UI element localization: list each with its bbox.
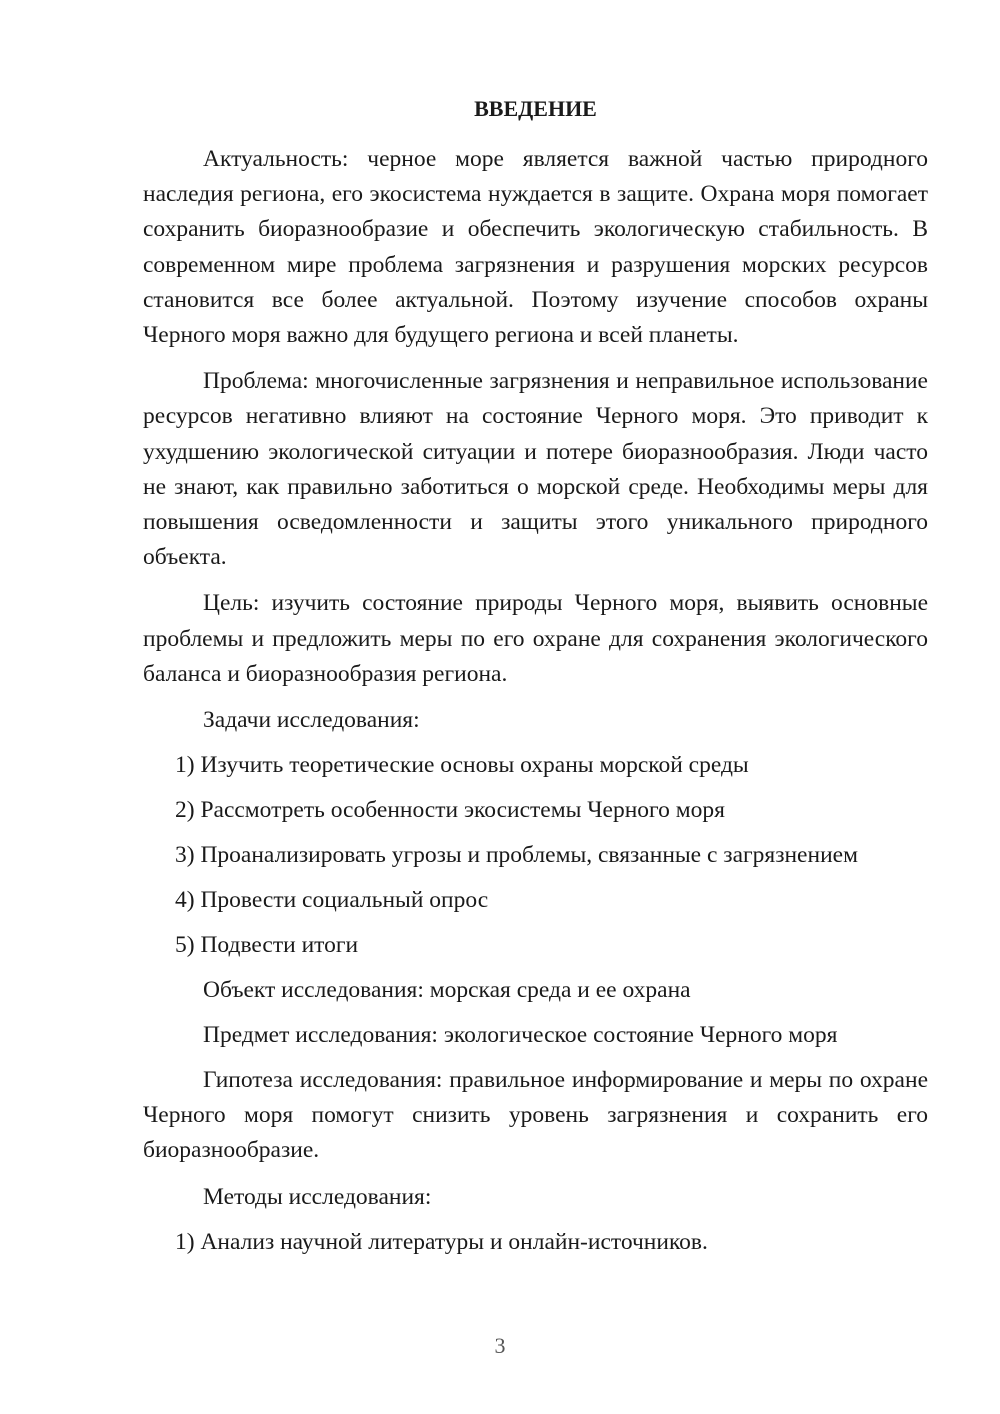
task-item: 2) Рассмотреть особенности экосистемы Черного моря — [175, 797, 725, 824]
page-number: 3 — [494, 1333, 506, 1358]
hypothesis-paragraph: Гипотеза исследования: правильное информирование и меры по охране Черного моря помогут снизить уровень загрязнения и сохранить его биоразнообразие. — [143, 1067, 928, 1164]
task-item: 4) Провести социальный опрос — [175, 887, 489, 914]
relevance-paragraph: Актуальность: черное море является важной частью природного наследия региона, его экосистема нуждается в защите. Охрана моря помогает сохранить биоразнообразие и обеспечить экологическую стабильность. В современном мире проблема загрязнения и разрушения морских ресурсов становится все более актуальной. Поэтому изучение способов охраны Черного моря важно для будущего региона и всей планеты. — [143, 146, 928, 349]
problem-paragraph: Проблема: многочисленные загрязнения и неправильное использование ресурсов негативно влияют на состояние Черного моря. Это приводит к ухудшению экологической ситуации и потере биоразнообразия. Люди часто не знают, как правильно заботиться о морской среде. Необходимы меры для повышения осведомленности и защиты этого уникального природного объекта. — [143, 368, 928, 571]
goal-paragraph: Цель: изучить состояние природы Черного моря, выявить основные проблемы и предложить меры по его охране для сохранения экологического баланса и биоразнообразия региона. — [143, 590, 928, 687]
task-item: 1) Изучить теоретические основы охраны морской среды — [175, 752, 749, 779]
research-object: Объект исследования: морская среда и ее охрана — [203, 977, 691, 1004]
page-title: ВВЕДЕНИЕ — [474, 96, 597, 121]
methods-title: Методы исследования: — [203, 1183, 432, 1210]
method-item: 1) Анализ научной литературы и онлайн-источников. — [175, 1228, 708, 1255]
task-item: 5) Подвести итоги — [175, 932, 359, 959]
document-page — [143, 94, 928, 1270]
tasks-title: Задачи исследования: — [203, 707, 420, 734]
task-item: 3) Проанализировать угрозы и проблемы, связанные с загрязнением — [175, 842, 858, 869]
research-subject: Предмет исследования: экологическое состояние Черного моря — [203, 1022, 838, 1049]
